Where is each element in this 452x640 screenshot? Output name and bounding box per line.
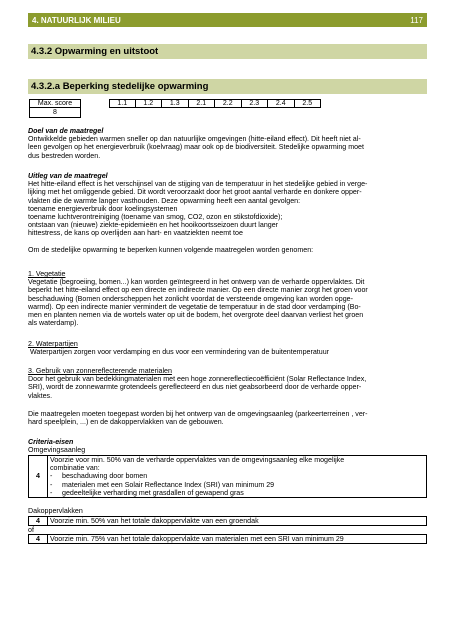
apply-line: hard speelplein, ...) en de dakoppervlakken van de gebouwen.	[28, 418, 224, 427]
uitleg-heading: Uitleg van de maatregel	[28, 172, 108, 180]
section-title: 4.3.2 Opwarming en uitstoot	[31, 46, 159, 57]
omgeving-score: 4	[29, 456, 48, 498]
uitleg-line: hittestress, de kans op overlijden aan hart- en vaatziekten neemt toe	[28, 229, 243, 238]
measure-line: Vegetatie (begroeiing, bomen...) kan worden geïntegreerd in het ontwerp van de verharde oppervlaktes. Dit	[28, 278, 365, 287]
uitleg-line: toename luchtverontreiniging (toename van smog, CO2, ozon en stikstofdioxide);	[28, 213, 283, 222]
measure-waterpartijen	[28, 340, 427, 356]
measure-title: 3. Gebruik van zonnereflecterende materialen	[28, 367, 172, 375]
dak-option-text: Voorzie min. 75% van het totale dakoppervlakte van materialen met een SRI van minimum 29	[48, 535, 427, 544]
measure-line: SRI), wordt de zonnewarmte grotendeels gereflecteerd en dus niet geabsorbeerd door de verharde opper-	[28, 383, 362, 392]
bullet-item: - materialen met een Solair Reflectance Index (SRI) van minimum 29	[50, 480, 275, 489]
criterion-cell: 1.1	[109, 99, 136, 108]
measure-line: Waterpartijen zorgen voor verdamping en dus voor een vermindering van de buitentemperatuur	[28, 348, 329, 357]
page-number: 117	[410, 15, 423, 25]
bullet-item: - gedeeltelijke verharding met grasdallen of gewapend gras	[50, 488, 244, 497]
uitleg-line: vlakten die de warmte langer vasthouden. Deze opwarming heeft een aantal gevolgen:	[28, 196, 301, 205]
uitleg-line: Het hitte-eiland effect is het verschijnsel van de stijging van de temperatuur in het stedelijke gebied in verge-	[28, 180, 368, 189]
measures-intro: Om de stedelijke opwarming te beperken kunnen volgende maatregelen worden genomen:	[28, 245, 314, 254]
criterion-cell: 1.3	[162, 99, 189, 108]
measure-title: 1. Vegetatie	[28, 270, 66, 278]
criterion-cell: 2.4	[268, 99, 295, 108]
omgeving-criteria-table	[28, 455, 427, 498]
measure-vegetatie	[28, 270, 427, 327]
or-separator: of	[28, 526, 34, 534]
running-header	[28, 13, 427, 27]
dak-label: Dakoppervlakken	[28, 507, 83, 515]
uitleg-line: toename energieverbruik door koelingsystemen	[28, 204, 178, 213]
criterion-cell: 2.5	[295, 99, 322, 108]
measure-line: Door het gebruik van bedekkingmaterialen met een hoge zonnereflectiecoëfficiënt (Solar Reflectance Index,	[28, 375, 367, 384]
score-table	[29, 99, 321, 118]
measure-line: beschaduwing (Bomen onderscheppen het zonlicht voordat de versteende omgeving kan worden opge-	[28, 294, 353, 303]
measure-title: 2. Waterpartijen	[28, 340, 78, 348]
uitleg-line: ontstaan van (nieuwe) ziekte-epidemieën en het hooikoortsseizoen duurt langer	[28, 221, 279, 230]
measure-line: vlaktes.	[28, 391, 53, 400]
measure-line: warmd). Op een indirecte manier vermindert de vegetatie de temperatuur in de stad door verdamping (Bo-	[28, 302, 361, 311]
dak-option-text: Voorzie min. 50% van het totale dakoppervlakte van een groendak	[48, 517, 427, 526]
omgeving-label: Omgevingsaanleg	[28, 446, 86, 455]
measure-line: beperkt het hitte-eiland effect op een directe en indirecte manier. Op een directe manier zorgt het groen voor	[28, 286, 368, 295]
apply-paragraph	[28, 410, 427, 426]
criterion-cell: 2.1	[189, 99, 216, 108]
uitleg-block	[28, 172, 427, 254]
uitleg-line: lijking met het omliggende gebied. Dit wordt veroorzaakt door het groot aantal verharde en donkere opper-	[28, 188, 362, 197]
criterion-cell: 2.3	[242, 99, 269, 108]
measure-line: men en planten nemen via de wortels water op uit de bodem, het overgrote deel daarvan verliest het groen	[28, 311, 364, 320]
doel-line: dus bestreden worden.	[28, 151, 101, 160]
subsection-title: 4.3.2.a Beperking stedelijke opwarming	[31, 81, 209, 92]
measure-line: als waterdamp).	[28, 319, 79, 328]
max-score-value: 8	[29, 108, 81, 118]
dak-option-score: 4	[29, 517, 48, 526]
doel-line: leen gevolgen op het energieverbruik (koelvraag) maar ook op de biodiversiteit. Stedelijke opwarming moet	[28, 143, 364, 152]
bullet-item: - beschaduwing door bomen	[50, 472, 148, 481]
subsection-heading	[28, 79, 427, 94]
dak-option-score: 4	[29, 535, 48, 544]
doel-block	[28, 127, 427, 160]
criteria-heading: Criteria-eisen	[28, 438, 74, 446]
criteria-heading-block	[28, 438, 427, 454]
dak-option-1-table	[28, 516, 427, 526]
apply-line: Die maatregelen moeten toegepast worden bij het ontwerp van de omgevingsaanleg (parkeerterreinen , ver-	[28, 410, 368, 418]
max-score-label: Max. score	[29, 99, 81, 108]
doel-line: Ontwikkelde gebieden warmen sneller op dan natuurlijke omgevingen (hitte-eiland effect). Dit heeft niet al-	[28, 135, 361, 144]
chapter-title: 4. NATUURLIJK MILIEU	[32, 15, 121, 25]
criterion-cell: 1.2	[136, 99, 163, 108]
section-heading	[28, 44, 427, 59]
criterion-cell: 2.2	[215, 99, 242, 108]
omgeving-description	[48, 456, 427, 498]
doel-heading: Doel van de maatregel	[28, 127, 104, 135]
omgeving-line: Voorzie voor min. 50% van de verharde oppervlaktes van de omgevingsaanleg elke mogelijke	[50, 456, 345, 464]
omgeving-line: combinatie van:	[50, 464, 100, 473]
dak-option-2-table	[28, 534, 427, 544]
measure-reflectie	[28, 367, 427, 400]
